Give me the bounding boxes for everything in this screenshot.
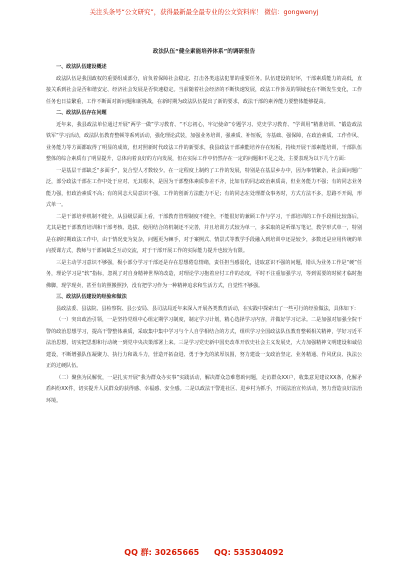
qq-number-text: QQ: 535304092 bbox=[214, 548, 284, 557]
body-paragraph: 一是基层干部缺乏“多面手”，复合型人才数较少。在一定程度上制约了工作的发展，特别是在基层乡办中，因为事情繁杂，社会面问题广泛，部分政法干部在工作中处于应对、无其根本，是因为干部整体素质参差不齐，比如有的同志政治素质高，但业务能力不强；有的同志业务能力强，但政治素质不高；有的同志大局意识不强，工作的创新方法能力不足；有的同志在处理群众事务时，方式方法不多，思路不开阔，形式单一。 bbox=[46, 167, 362, 208]
section-heading: 一、政法队伍建设概述 bbox=[56, 64, 107, 70]
body-paragraph: （二）聚焦为民解忧，一是扎实开展“我为群众办实事”实践活动，解决群众急难愁盼问题，走访群众XX户，收集意见建议XX条，化解矛盾纠纷XX件，切实提升人民群众的获得感、幸福感、安全感。二是以政法干警进社区、进乡村为抓手，开展法治宣传活动，努力营造良好法治环境。 bbox=[46, 374, 362, 404]
body-paragraph: （一）突出政治引领，一是坚持党组中心组定期学习制度，制定学习计划，精心选择学习内容，并做好学习记录。二是加强对加强全院干警的政治思想学习，提高干警整体素质，采取集中集中学习与个人自学相结合的方式，组织学习全国政法队伍教育整顿相关精神，学好习近平法治思想，切实把思想和行动统一到党中央决策部署上来。三是学习党史新中国史改革开放史社会主义发展史，大力加强精神文明建设和诚信建设，不断增强队伍凝聚力、执行力和战斗力，营造开拓奋进、勇于争先的浓厚氛围，努力建设一支政治坚定、业务精通、作风优良、执法公正的过硬队伍。 bbox=[46, 317, 362, 369]
section-heading: 三、政法队伍建设的经验和做法 bbox=[56, 294, 127, 300]
promo-banner: 关注头条号“公文研究”，获得最新最全最专业的公文资料库！ 微信：gongwenyj bbox=[89, 8, 319, 16]
qq-group-text: QQ 群: 30265665 bbox=[124, 548, 200, 557]
document-title: 政法队伍“健全素能培养体系”的调研报告 bbox=[152, 49, 256, 55]
section-heading: 二、政法队伍存在问题 bbox=[56, 110, 107, 116]
document-body bbox=[46, 62, 362, 407]
body-paragraph: 县政法委、县法院、县检察院、县公安局、县司法局近年来深入开展各类教育活动，在实践中探索出了一些可行的经验做法，具体如下： bbox=[56, 305, 359, 312]
body-paragraph: 三是主动学习意识不够强，极小部分学习干部还是存在思想倦怠情绪，责任担当感弱化，进取意识不强的问题，错认为业务工作是“硬”任务，理论学习是“软”指标，忽视了对自身精神世界的改造，对理论学习抱着应付工作的态度，平时不注重加强学习，等到需要的时候才临时抱佛脚，现学现卖，甚至有的照搬照抄，没有把学习作为一种精神追求和生活方式，自觉性不够强。 bbox=[46, 259, 362, 289]
body-paragraph: 近年来，我县政法单位通过开展“两学一做”学习教育、“不忘初心，牢记使命”专题学习、党史学习教育、“学训用”精准培训、“锻造政法铁军”学习活动，政法队伍教育整顿等系列活动，强化理论武装，加强业务培训，强素质、补短板，夯基础、强保障，在政治素质、工作作风、业务能力等方面都取得了明显的成效，但对照新时代政法工作的新要求，我县政法干部素能培养存在短板，持续开展干部素能培训，干部队伍整体的综合素质有了明显提升，总体向着良好的方向发展，但在实际工作中仍然存在一定的问题和不足之处，主要表现为以下几个方面： bbox=[46, 121, 362, 162]
body-paragraph: 二是干部培养机制不健全，从县级层面上看，干部教育管理制度不健全，不能很好的兼顾工作与学习，干部培训的工作手段相比较落后，尤其是把干部教育培训和干部考核、选拔、使用结合的机制还不完善，并且培训方式较为单一，多采取的是听课写笔记，教学形式单一，特别是在新时期政法工作中，由于情况变为复杂，问题更为棘手，对于案例式、情景式等教学手段融入到培训中还是较少，多数还是应用传统的单向授课方式，教师与干部间缺乏互动交流，对于干部开展工作的实际能力提升也较为有限。 bbox=[46, 213, 362, 254]
footer-contact bbox=[0, 547, 408, 559]
body-paragraph: 政法队伍是我国政权的重要组成部分，肩负着保障社会稳定、打击各类违法犯罪的重要任务。队伍建设的好坏，干部素质能力的高低，直接关系到社会是否和谐安定、经济社会发展是否快速稳定。当前随着社会经济的不断快速发展，政法工作涉及的领域也在不断发生变化，工作任务也日益繁重，工作不断面对新问题和新挑战，在新时期为政法队伍提出了新的要求，政法干部的素养能力要整体能够提高。 bbox=[46, 75, 362, 105]
